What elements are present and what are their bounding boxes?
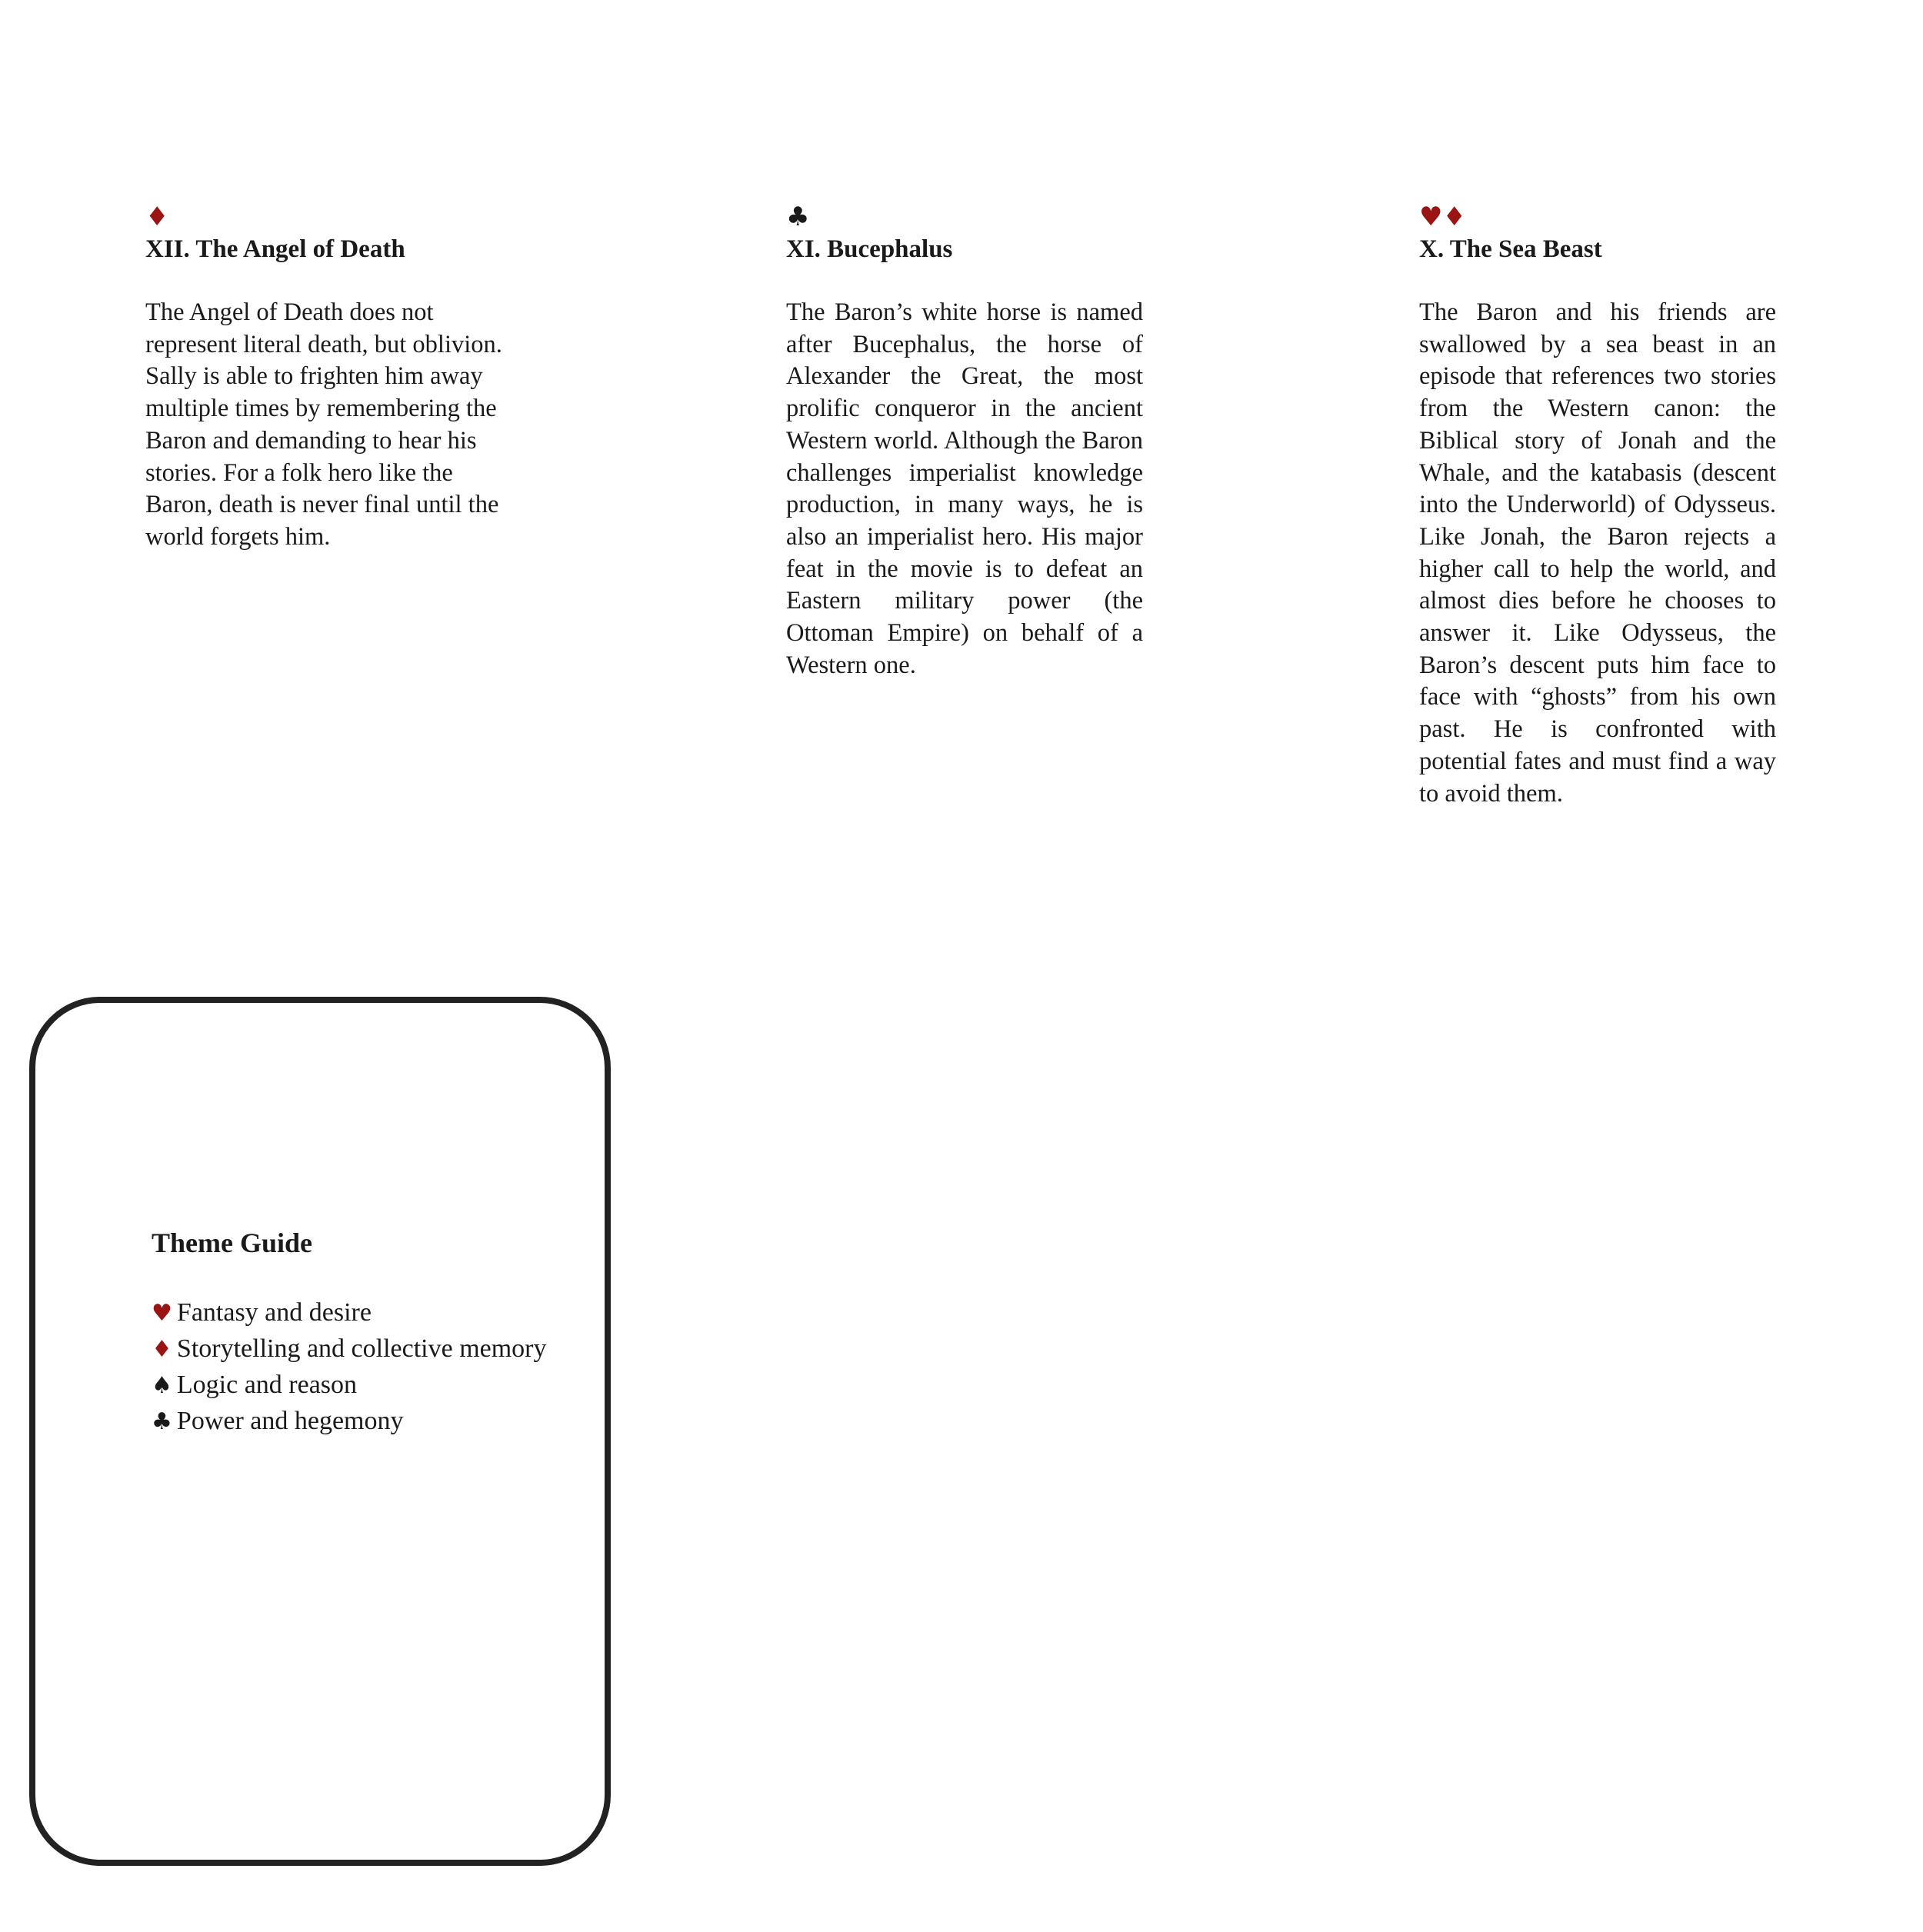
theme-label: Power and hegemony xyxy=(176,1407,404,1435)
list-item xyxy=(152,1404,547,1440)
suit-markers xyxy=(786,202,1143,232)
entry-bucephalus xyxy=(786,202,1143,681)
theme-guide-list xyxy=(152,1295,547,1440)
entry-body: The Baron and his friends are swallowed by a sea beast in an episode that references two stories from the Western canon: the Biblical story of Jonah and the Whale, and the katabasis (descent into the Underworld) of Odysseus. Like Jonah, the Baron rejects a higher call to help the world, and almost dies before he chooses to answer it. Like Odysseus, the Baron’s descent puts him face to face with “ghosts” from his own past. He is confronted with potential fates and must find a way to avoid them. xyxy=(1419,298,1776,808)
diamond-icon: ♦ xyxy=(152,1336,172,1363)
list-item xyxy=(152,1295,547,1331)
theme-guide-card xyxy=(29,997,611,1866)
suit-markers xyxy=(1419,202,1776,232)
theme-guide-title: Theme Guide xyxy=(152,1227,313,1258)
list-item xyxy=(152,1331,547,1367)
club-icon: ♣ xyxy=(786,202,810,232)
club-icon: ♣ xyxy=(152,1408,172,1435)
suit-markers xyxy=(145,202,507,232)
heart-icon: ♥ xyxy=(1419,202,1443,232)
entry-body: The Angel of Death does not represent literal death, but oblivion. Sally is able to frighten him away multiple times by remembering the Baron and demanding to hear his stories. For a folk hero like the Baron, death is never final until the world forgets him. xyxy=(145,298,502,551)
theme-label: Storytelling and collective memory xyxy=(176,1334,547,1363)
diamond-icon: ♦ xyxy=(1442,202,1466,232)
entry-title: X. The Sea Beast xyxy=(1419,235,1602,263)
spade-icon: ♠ xyxy=(152,1372,172,1399)
list-item xyxy=(152,1367,547,1404)
theme-label: Logic and reason xyxy=(176,1371,358,1399)
entry-angel-of-death xyxy=(145,202,507,554)
entry-body: The Baron’s white horse is named after Bucephalus, the horse of Alexander the Great, the most prolific conqueror in the ancient Western world. Although the Baron challenges imperialist knowledge production, in many ways, he is also an imperialist hero. His major feat in the movie is to defeat an Eastern military power (the Ottoman Empire) on behalf of a Western one. xyxy=(786,298,1143,679)
entry-sea-beast xyxy=(1419,202,1776,810)
heart-icon: ♥ xyxy=(152,1300,172,1327)
theme-label: Fantasy and desire xyxy=(176,1298,372,1327)
diamond-icon: ♦ xyxy=(145,202,169,232)
entry-title: XI. Bucephalus xyxy=(786,235,953,263)
entry-title: XII. The Angel of Death xyxy=(145,235,405,263)
